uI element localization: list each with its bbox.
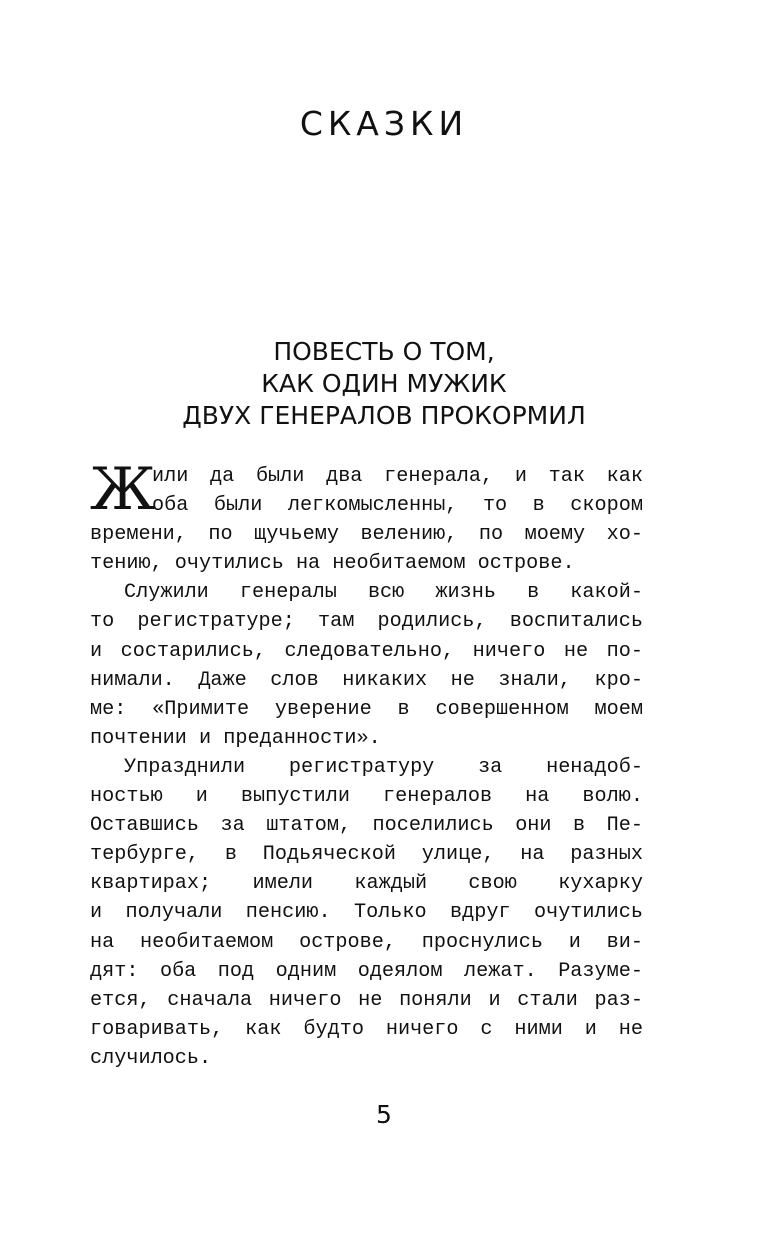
text-line: и состарились, следовательно, ничего не по- [90, 639, 643, 663]
text-line: тению, очутились на необитаемом острове. [90, 552, 575, 576]
text-line: Служили генералы всю жизнь в какой- [124, 581, 643, 605]
text-line: на необитаемом острове, проснулись и ви- [90, 930, 643, 954]
text-line: говаривать, как будто ничего с ними и не [90, 1017, 643, 1041]
story-body [90, 455, 643, 1073]
story-title-line: ДВУХ ГЕНЕРАЛОВ ПРОКОРМИЛ [182, 401, 586, 430]
paragraph-1 [90, 455, 643, 578]
text-line: Упразднили регистратуру за ненадоб- [124, 755, 643, 779]
paragraph-2 [90, 578, 643, 753]
text-line: времени, по щучьему велению, по моему хо- [90, 523, 643, 547]
text-line: то регистратуре; там родились, воспитались [90, 610, 643, 634]
story-title-line: КАК ОДИН МУЖИК [261, 369, 507, 398]
text-line: ме: «Примите уверение в совершенном моем [90, 697, 643, 721]
drop-cap: Ж [90, 455, 156, 523]
page-number: 5 [376, 1100, 392, 1129]
text-line: ностью и выпустили генералов на волю. [90, 785, 643, 809]
story-title-line: ПОВЕСТЬ О ТОМ, [273, 337, 495, 366]
section-title: СКАЗКИ [299, 104, 469, 143]
text-line: Оставшись за штатом, поселились они в Пе- [90, 814, 643, 838]
text-line: и получали пенсию. Только вдруг очутились [90, 901, 643, 925]
text-line: квартирах; имели каждый свою кухарку [90, 872, 643, 896]
text-line: почтении и преданности». [90, 726, 381, 750]
text-line: тербурге, в Подьяческой улице, на разных [90, 843, 643, 867]
text-line: нимали. Даже слов никаких не знали, кро- [90, 668, 643, 692]
text-line: или да были два генерала, и так как [152, 465, 643, 488]
text-line: ется, сначала ничего не поняли и стали раз- [90, 988, 643, 1012]
story-title [0, 336, 768, 432]
paragraph-3 [90, 753, 643, 1073]
text-line: дят: оба под одним одеялом лежат. Разуме- [90, 959, 643, 983]
text-line: случилось. [90, 1046, 212, 1070]
text-line: оба были легкомысленны, то в скором [152, 494, 643, 518]
